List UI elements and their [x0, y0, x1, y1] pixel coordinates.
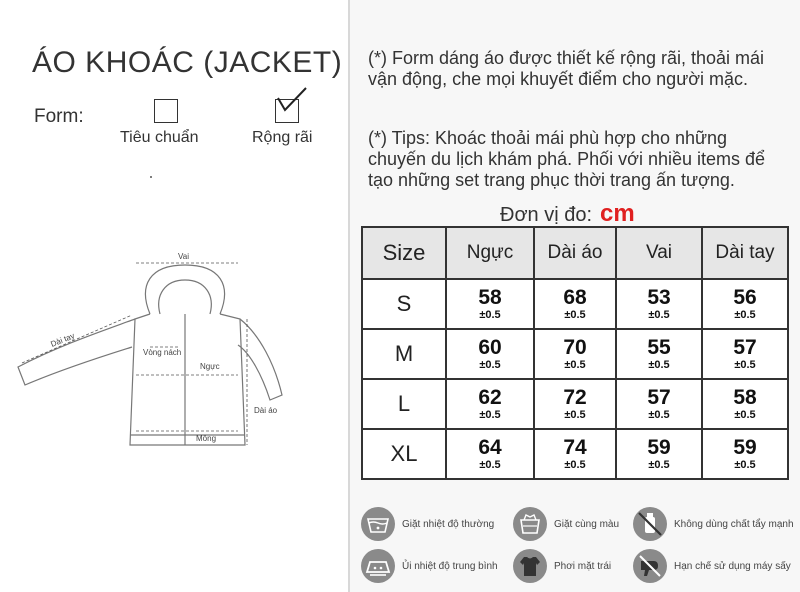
label-dai-tay: Dài tay [49, 331, 76, 349]
header-dai-tay: Dài tay [702, 227, 788, 279]
value-cell: 74 ±0.5 [534, 429, 616, 479]
value-cell: 55 ±0.5 [616, 329, 702, 379]
value-cell: 58 ±0.5 [446, 279, 534, 329]
jacket-diagram [0, 235, 290, 465]
checkbox-standard[interactable] [154, 99, 178, 123]
value-cell: 60 ±0.5 [446, 329, 534, 379]
value-cell: 53 ±0.5 [616, 279, 702, 329]
care-label: Phơi mặt trái [554, 560, 612, 572]
care-label: Giặt nhiệt độ thường [402, 518, 495, 530]
form-label: Form: [34, 106, 84, 127]
size-cell: L [362, 379, 446, 429]
value-cell: 59 ±0.5 [616, 429, 702, 479]
value-cell: 56 ±0.5 [702, 279, 788, 329]
table-row [362, 429, 788, 479]
label-vong-nach: Vòng nách [143, 348, 182, 357]
table-header-row [362, 227, 788, 279]
option-label-loose: Rộng rãi [252, 129, 313, 146]
size-cell: XL [362, 429, 446, 479]
no-bleach-icon [632, 506, 668, 542]
size-table [361, 226, 789, 480]
label-nguc: Ngực [200, 362, 220, 371]
option-label-standard: Tiêu chuẩn [120, 129, 199, 146]
dot-mark [150, 176, 152, 178]
limit-dryer-icon [632, 548, 668, 584]
tips-description: (*) Tips: Khoác thoải mái phù hợp cho những chuyến du lịch khám phá. Phối với nhiều items để tạo những set trang phục thời trang ấn tượng. [368, 128, 766, 190]
care-label: Giặt cùng màu [554, 518, 620, 530]
form-description: (*) Form dáng áo được thiết kế rộng rãi, thoải mái vận động, che mọi khuyết điểm cho người mặc. [368, 48, 765, 89]
label-mong: Mông [196, 434, 217, 443]
page-title: ÁO KHOÁC (JACKET) [32, 46, 343, 79]
value-cell: 57 ±0.5 [702, 329, 788, 379]
size-cell: M [362, 329, 446, 379]
header-nguc: Ngực [446, 227, 534, 279]
value-cell: 58 ±0.5 [702, 379, 788, 429]
header-vai: Vai [616, 227, 702, 279]
dry-inside-out-icon [512, 548, 548, 584]
care-label: Ủi nhiệt độ trung bình [402, 560, 498, 572]
wash-same-color-icon [512, 506, 548, 542]
label-dai-ao: Dài áo [254, 406, 278, 415]
unit-value: cm [600, 200, 635, 227]
value-cell: 59 ±0.5 [702, 429, 788, 479]
value-cell: 62 ±0.5 [446, 379, 534, 429]
care-label: Hạn chế sử dụng máy sấy [674, 560, 791, 572]
table-row [362, 329, 788, 379]
wash-normal-temp-icon [360, 506, 396, 542]
care-label: Không dùng chất tẩy mạnh [674, 518, 794, 530]
header-size: Size [362, 227, 446, 279]
value-cell: 70 ±0.5 [534, 329, 616, 379]
care-item-wash-normal [360, 506, 494, 542]
care-item-dry-inside-out [512, 548, 611, 584]
care-item-limit-dryer [632, 548, 791, 584]
size-cell: S [362, 279, 446, 329]
check-mark-icon [270, 86, 310, 116]
value-cell: 72 ±0.5 [534, 379, 616, 429]
header-dai-ao: Dài áo [534, 227, 616, 279]
care-item-wash-same-color [512, 506, 619, 542]
unit-label: Đơn vị đo: [500, 204, 593, 226]
value-cell: 68 ±0.5 [534, 279, 616, 329]
table-row [362, 279, 788, 329]
unit-row [500, 200, 635, 228]
value-cell: 57 ±0.5 [616, 379, 702, 429]
value-cell: 64 ±0.5 [446, 429, 534, 479]
care-item-iron-medium [360, 548, 498, 584]
label-vai: Vai [178, 252, 189, 261]
table-row [362, 379, 788, 429]
iron-medium-temp-icon [360, 548, 396, 584]
left-panel [0, 0, 348, 592]
care-item-no-bleach [632, 506, 794, 542]
